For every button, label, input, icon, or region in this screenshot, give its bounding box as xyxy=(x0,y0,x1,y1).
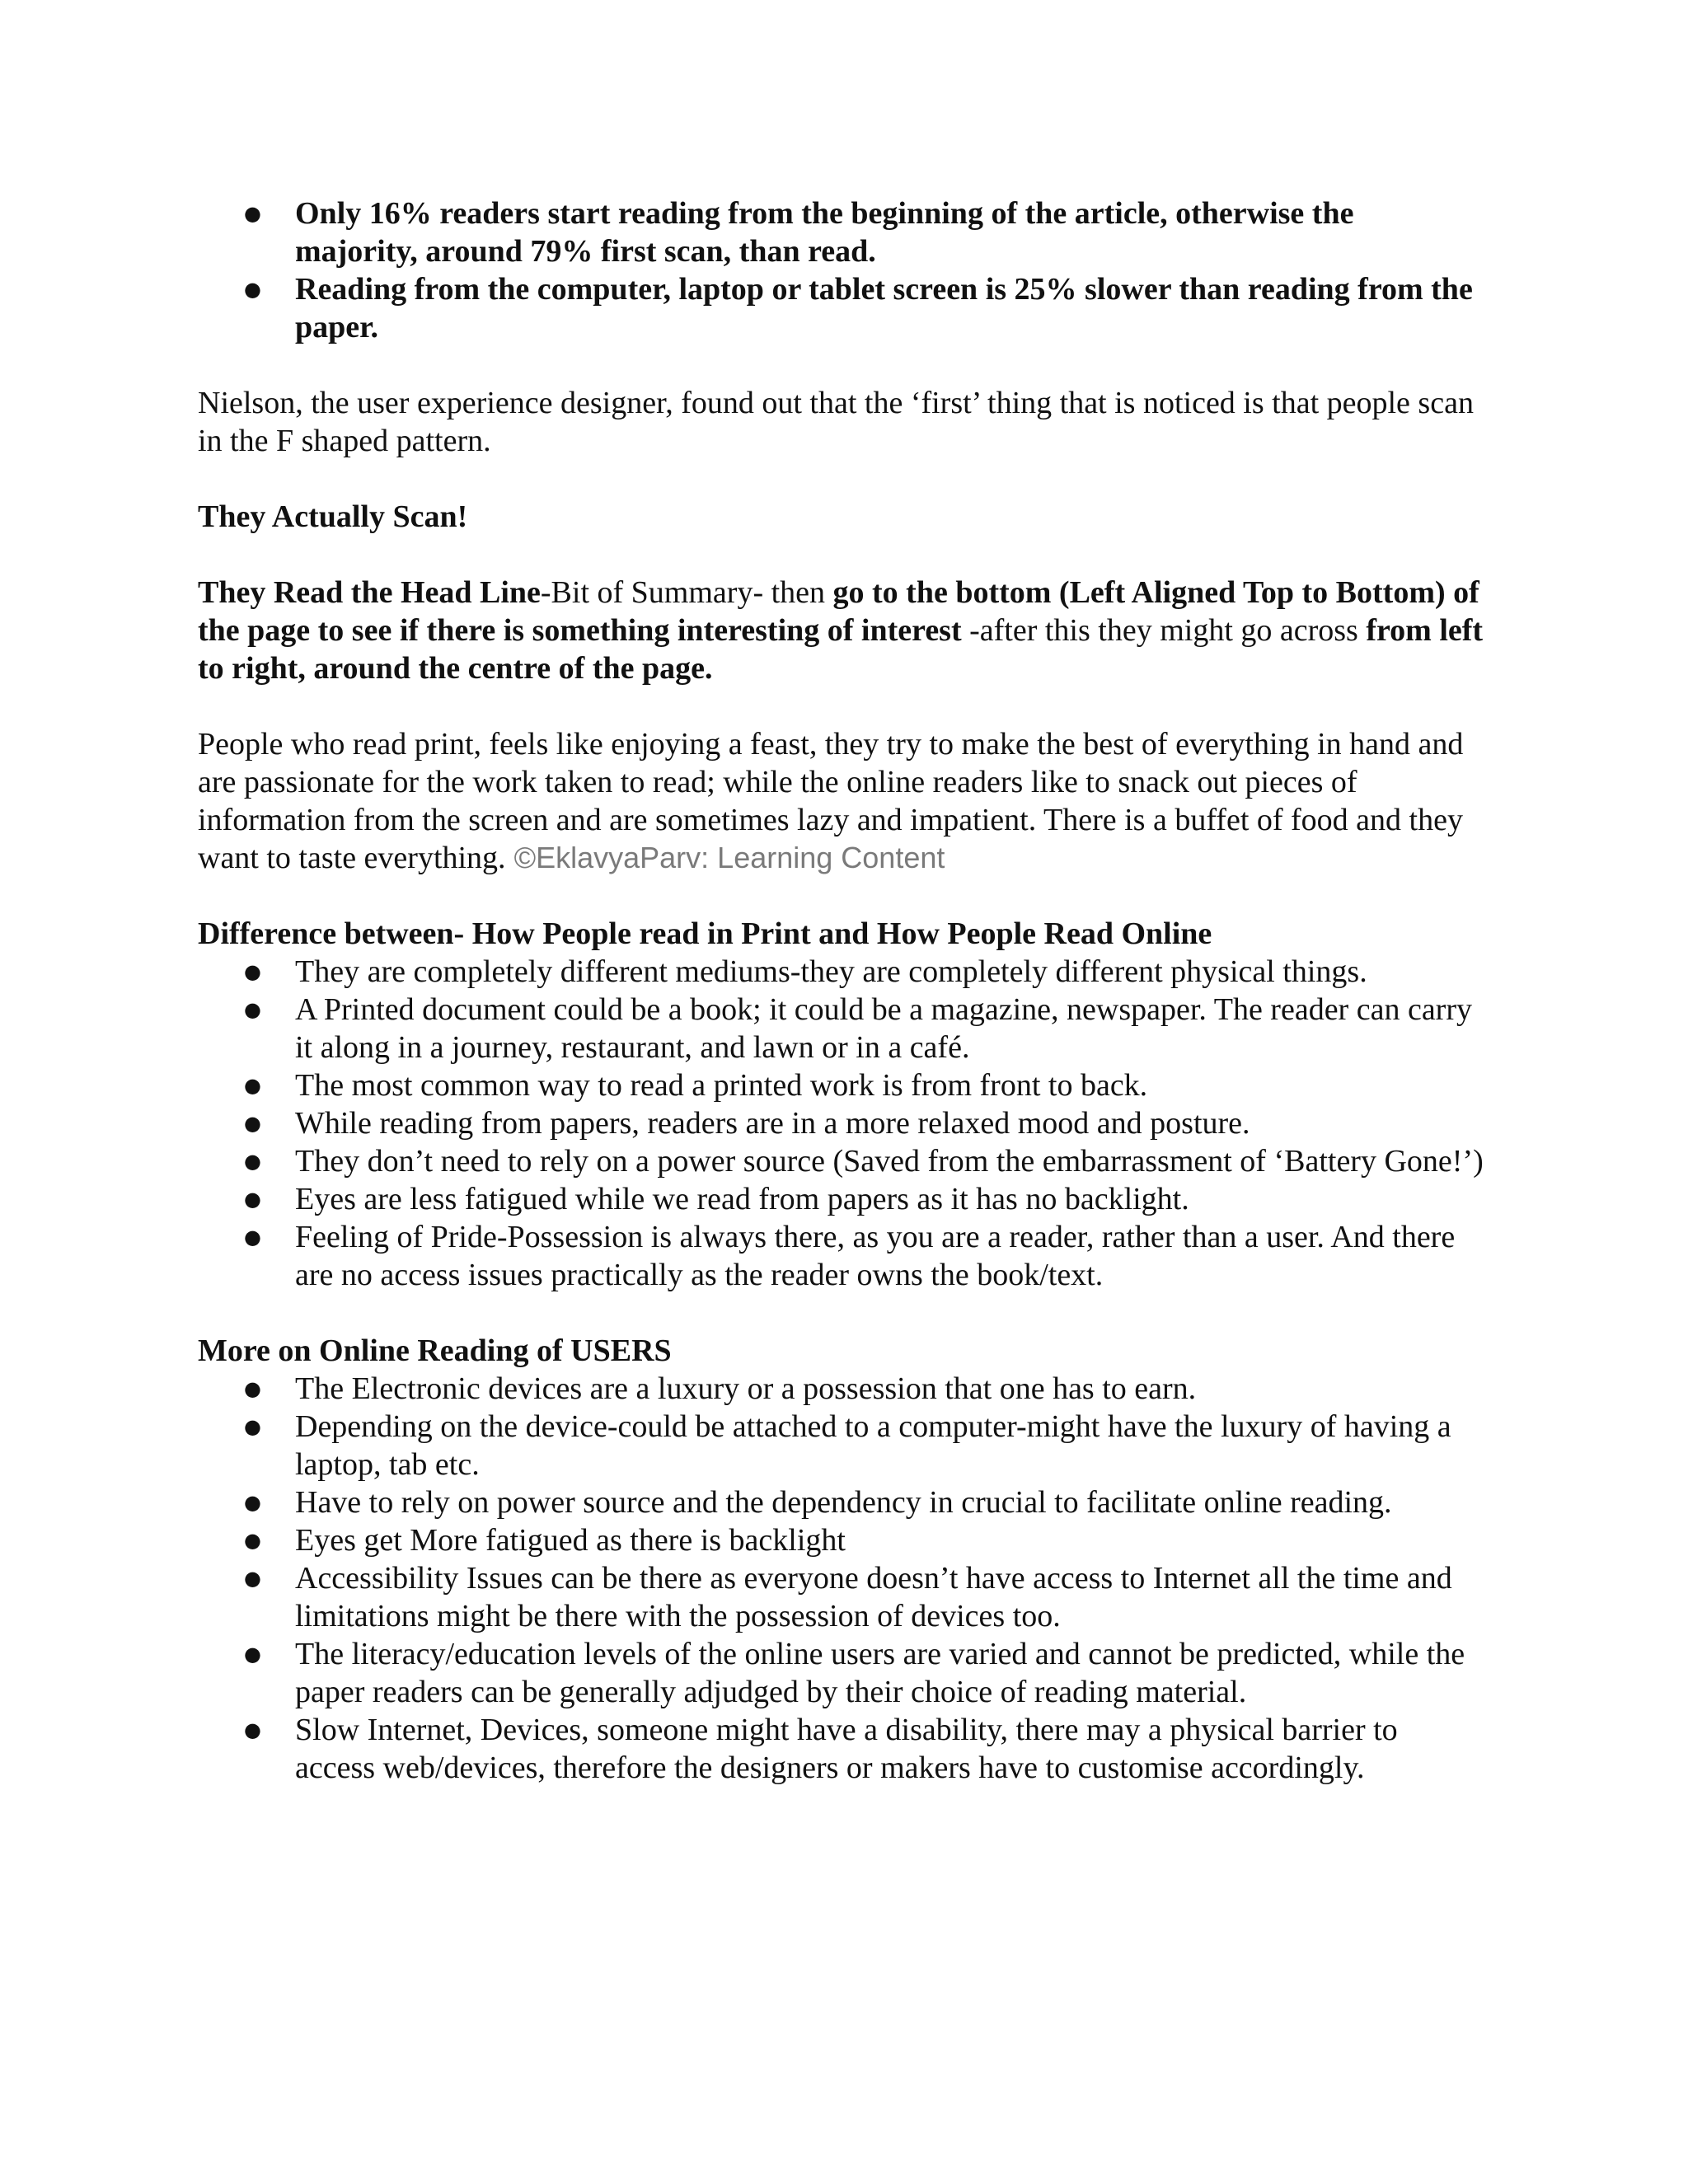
list-item xyxy=(198,1483,1484,1521)
bullet-icon: ● xyxy=(244,1112,261,1135)
list-item-text: They are completely different mediums-they are completely different physical things. xyxy=(295,954,1367,989)
online-bullet-list xyxy=(198,1370,1484,1787)
list-item-text: While reading from papers, readers are in a more relaxed mood and posture. xyxy=(295,1106,1250,1141)
headline-paragraph xyxy=(198,574,1484,687)
headline-text-2: -Bit of Summary- then xyxy=(540,575,833,610)
bullet-icon: ● xyxy=(244,1567,261,1590)
difference-heading: Difference between- How People read in Print and How People Read Online xyxy=(198,916,1212,951)
list-item-text: A Printed document could be a book; it could be a magazine, newspaper. The reader can carry it along in a journey, restaurant, and lawn or in a café. xyxy=(295,992,1472,1065)
online-heading: More on Online Reading of USERS xyxy=(198,1333,672,1368)
bullet-icon: ● xyxy=(244,1377,261,1400)
bullet-icon: ● xyxy=(244,1491,261,1514)
bullet-icon: ● xyxy=(244,278,261,301)
list-item xyxy=(198,991,1484,1066)
list-item xyxy=(198,1711,1484,1787)
watermark: ©EklavyaParv: Learning Content xyxy=(513,841,945,874)
list-item-text: Feeling of Pride-Possession is always there, as you are a reader, rather than a user. And there are no access issues practically as the reader owns the book/text. xyxy=(295,1220,1456,1292)
bullet-icon: ● xyxy=(244,1226,261,1249)
bullet-icon: ● xyxy=(244,202,261,225)
list-item xyxy=(198,1104,1484,1142)
bullet-icon: ● xyxy=(244,1188,261,1211)
list-item xyxy=(198,1142,1484,1180)
list-item xyxy=(198,1218,1484,1294)
bullet-icon: ● xyxy=(244,1643,261,1666)
headline-text-4: -after this they might go across xyxy=(961,613,1367,648)
list-item xyxy=(198,1635,1484,1711)
list-item xyxy=(198,1559,1484,1635)
bullet-icon: ● xyxy=(244,1529,261,1552)
bullet-icon: ● xyxy=(244,1074,261,1097)
list-item-text: Have to rely on power source and the dependency in crucial to facilitate online reading. xyxy=(295,1485,1392,1520)
list-item-text: The Electronic devices are a luxury or a possession that one has to earn. xyxy=(295,1371,1197,1406)
list-item-text: Reading from the computer, laptop or tablet screen is 25% slower than reading from the paper. xyxy=(295,272,1473,344)
print-paragraph-text: People who read print, feels like enjoying a feast, they try to make the best of everything in hand and are passionate for the work taken to read; while the online readers like to snack out pieces of information from the screen and are sometimes lazy and impatient. There is a buffet of food and they want to taste everything. xyxy=(198,727,1464,875)
list-item xyxy=(198,270,1484,346)
list-item-text: Depending on the device-could be attached to a computer-might have the luxury of having a laptop, tab etc. xyxy=(295,1409,1451,1482)
bullet-icon: ● xyxy=(244,960,261,983)
list-item xyxy=(198,1180,1484,1218)
list-item-text: Eyes are less fatigued while we read from papers as it has no backlight. xyxy=(295,1182,1189,1216)
list-item-text: The most common way to read a printed work is from front to back. xyxy=(295,1068,1148,1103)
list-item-text: Slow Internet, Devices, someone might have a disability, there may a physical barrier to access web/devices, therefore the designers or makers have to customise accordingly. xyxy=(295,1713,1398,1785)
list-item xyxy=(198,194,1484,270)
list-item xyxy=(198,1370,1484,1408)
list-item xyxy=(198,1066,1484,1104)
headline-text-3: go to the bottom (Left Aligned Top to Bottom) of the page to see if there is something interesting of interest xyxy=(198,575,1479,648)
list-item-text: They don’t need to rely on a power source (Saved from the embarrassment of ‘Battery Gone!’) xyxy=(295,1144,1484,1179)
headline-text-1: They Read the Head Line xyxy=(198,575,541,610)
list-item-text: Accessibility Issues can be there as everyone doesn’t have access to Internet all the time and limitations might be there with the possession of devices too. xyxy=(295,1561,1452,1633)
nielson-paragraph: Nielson, the user experience designer, found out that the ‘first’ thing that is noticed is that people scan in the F shaped pattern. xyxy=(198,386,1474,458)
document-page xyxy=(198,194,1484,1787)
bullet-icon: ● xyxy=(244,1415,261,1438)
list-item-text: Only 16% readers start reading from the beginning of the article, otherwise the majority, around 79% first scan, than read. xyxy=(295,196,1354,269)
bullet-icon: ● xyxy=(244,998,261,1021)
scan-heading: They Actually Scan! xyxy=(198,499,468,534)
list-item-text: Eyes get More fatigued as there is backlight xyxy=(295,1523,846,1558)
difference-bullet-list xyxy=(198,953,1484,1294)
headline-text-5: from left to right, around the centre of the page. xyxy=(198,613,1484,686)
list-item-text: The literacy/education levels of the online users are varied and cannot be predicted, while the paper readers can be generally adjudged by their choice of reading material. xyxy=(295,1637,1465,1709)
list-item xyxy=(198,953,1484,991)
list-item xyxy=(198,1408,1484,1483)
bullet-icon: ● xyxy=(244,1718,261,1741)
bullet-icon: ● xyxy=(244,1150,261,1173)
list-item xyxy=(198,1521,1484,1559)
top-bullet-list xyxy=(198,194,1484,346)
print-paragraph xyxy=(198,725,1484,877)
